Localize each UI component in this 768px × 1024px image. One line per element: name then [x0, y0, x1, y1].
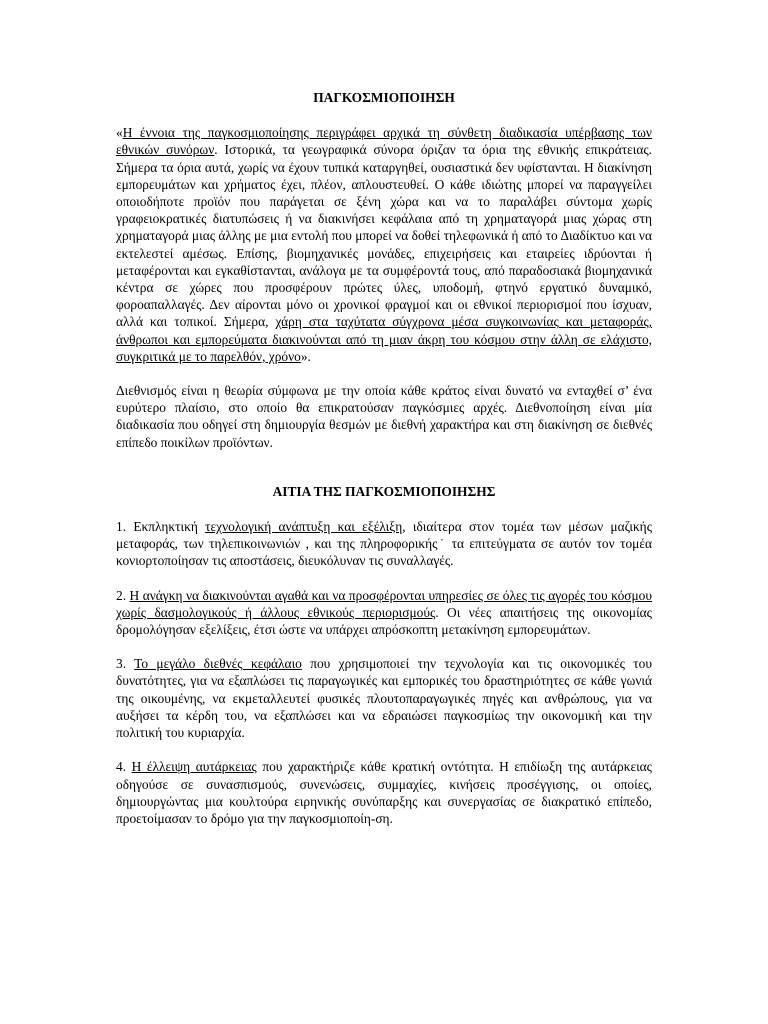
item-underlined-text: τεχνολογική ανάπτυξη και εξέλιξη: [205, 519, 403, 535]
internationalism-paragraph: Διεθνισμός είναι η θεωρία σύμφωνα με την οποία κάθε κράτος είναι δυνατό να ενταχθεί σ’ ένα ευρύτερο πλαίσιο, στο οποίο θα επικρατούσαν παγκόσμιες αρχές. Διεθνοποίηση είναι μία διαδικασία που οδηγεί στη δημιουργία θεσμών με διεθνή χαρακτήρα και στη διακίνηση σε διεθνές επίπεδο ποικίλων προϊόντων.: [116, 383, 652, 450]
close-quote: ».: [300, 348, 311, 364]
open-quote: «: [116, 125, 123, 141]
intro-body-text: . Ιστορικά, τα γεωγραφικά σύνορα όριζαν τα όρια της εθνικής επικράτειας. Σήμερα τα όρια αυτά, χωρίς να έχουν τυπικά καταργηθεί, ουσιαστικά δεν υφίστανται. Η διακίνηση εμπορευμάτων και χρήματος έχει, πλέον, απλουστευθεί. Ο κάθε ιδιώτης μπορεί να παραγγείλει οποιοδήποτε προϊόν που παράγεται σε ξένη χώρα και να το παραλάβει σύντομα χωρίς γραφειοκρατικές διατυπώσεις ή να διακινήσει κεφάλαια από τη χρηματαγορά μιας χώρας στη χρηματαγορά μιας άλλης με μια εντολή που μπορεί να δοθεί τηλεφωνικά ή από το Διαδίκτυο και να εκτελεστεί αμέσως. Επίσης, βιομηχανικές μονάδες, επιχειρήσεις και εταιρείες ιδρύονται ή μεταφέρονται και εγκαθίστανται, ανάλογα με τα συμφέροντά τους, από παραδοσιακά βιομηχανικά κέντρα σε χώρες που προσφέρουν πρώτες ύλες, υποδομή, φτηνό εργατικό δυναμικό, φοροαπαλλαγές. Δεν αίρονται μόνο οι χρονικοί φραγμοί και οι εθνικοί περιορισμοί που ίσχυαν, αλλά και τοπικοί. Σήμερα,: [116, 142, 652, 330]
item-number: 3.: [116, 656, 135, 672]
underlined-definition: Η έννοια της παγκοσμιοποίησης περιγράφει αρχικά τη σύνθετη διαδικασία υπέρβασης των εθνικών συνόρων: [116, 125, 652, 158]
item-underlined-text: Η ανάγκη να διακινούνται αγαθά και να προσφέρονται υπηρεσίες σε όλες τις αγορές του κόσμου χωρίς δασμολογικούς ή άλλους εθνικούς περιορισμούς: [116, 587, 652, 620]
underlined-conclusion: χάρη στα ταχύτατα σύγχρονα μέσα συγκοινωνίας και μεταφοράς, άνθρωποι και εμπορεύματα διακινούνται από τη μιαν άκρη του κόσμου στην άλλη σε ελάχιστο, συγκριτικά με το παρελθόν, χρόνο: [116, 314, 652, 364]
item-number: 4.: [116, 759, 132, 775]
cause-item-4: [116, 758, 652, 827]
item-number: 1.: [116, 519, 134, 535]
cause-item-3: [116, 655, 652, 741]
document-title: ΠΑΓΚΟΣΜΙΟΠΟΙΗΣΗ: [313, 90, 455, 105]
cause-item-2: [116, 587, 652, 639]
item-number: 2.: [116, 587, 130, 603]
section-title: ΑΙΤΙΑ ΤΗΣ ΠΑΓΚΟΣΜΙΟΠΟΙΗΣΗΣ: [272, 483, 496, 499]
cause-item-1: [116, 518, 652, 570]
item-underlined-text: Η έλλειψη αυτάρκειας: [131, 759, 257, 775]
item-underlined-text: Το μεγάλο διεθνές κεφάλαιο: [134, 656, 302, 672]
item-body-text: που χρησιμοποιεί την τεχνολογία και τις οικονομικές του δυνατότητες, για να εξαπλώσει τις παραγωγικές και εμπορικές του δραστηριότητες σε κάθε γωνιά της οικουμένης, να εκμεταλλευτεί φυσικές πλουτοπαραγωγικές πηγές και ανθρώπους, για να αυξήσει τα κέρδη του, να εξαπλώσει και να εδραιώσει παγκοσμίως την οικονομική και την πολιτική του κυριαρχία.: [116, 656, 652, 741]
intro-paragraph: [116, 124, 652, 365]
item-body-text: . Οι νέες απαιτήσεις της οικονομίας δρομολόγησαν εξελίξεις, έτσι ώστε να υπάρχει απρόσκοπτη μετακίνηση εμπορευμάτων.: [116, 604, 652, 638]
item-lead-text: Εκπληκτική: [133, 519, 206, 535]
item-body-text: , ιδιαίτερα στον τομέα των μέσων μαζικής μεταφοράς, των τηλεπικοινωνιών , και της πληροφορικής˙ τα επιτεύγματα σε αυτόν τον τομέα κονιορτοποίησαν τις αποστάσεις, διευκόλυναν τις συναλλαγές.: [116, 519, 652, 569]
item-body-text: που χαρακτήριζε κάθε κρατική οντότητα. Η επιδίωξη της αυτάρκειας οδηγούσε σε συνασπισμούς, συνενώσεις, συμμαχίες, κινήσεις προσέγγισης, οι οποίες, δημιουργώντας μια κουλτούρα ειρηνικής συνύπαρξης και συνεργασίας σε διακρατικό επίπεδο, προετοίμασαν το δρόμο για την παγκοσμιοποίη-ση.: [116, 759, 652, 826]
document-page: [116, 84, 652, 844]
